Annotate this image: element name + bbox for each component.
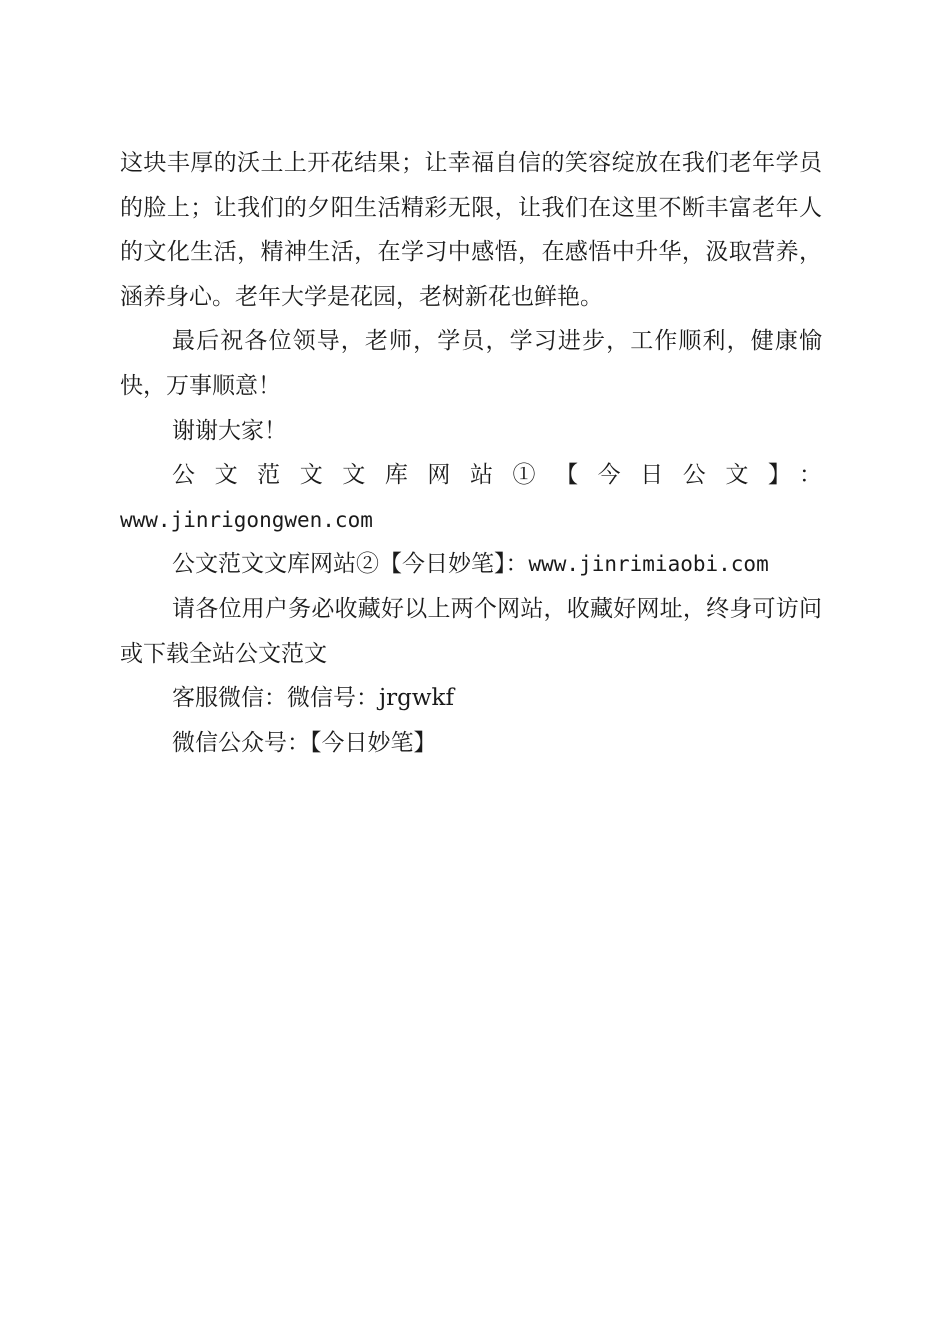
paragraph-bookmark-notice: 请各位用户务必收藏好以上两个网站，收藏好网址，终身可访问或下载全站公文范文 — [120, 595, 822, 667]
document-body — [120, 141, 822, 765]
wechat-public-line: 微信公众号：【今日妙笔】 — [172, 729, 437, 756]
site1-url-text: www.jinrigongwen.com — [120, 507, 373, 532]
site1-label: 公文范文文库网站①【今日公文】： — [172, 462, 822, 489]
site2-label: 公文范文文库网站②【今日妙笔】： — [172, 551, 529, 578]
site2-url-text: www.jinrimiaobi.com — [528, 552, 769, 577]
paragraph-thanks: 谢谢大家！ — [172, 417, 287, 444]
paragraph-wishes: 最后祝各位领导，老师，学员，学习进步，工作顺利，健康愉快，万事顺意！ — [120, 328, 822, 399]
site2-line — [120, 542, 822, 587]
site1-url — [120, 498, 822, 543]
paragraph-continuation: 这块丰厚的沃土上开花结果；让幸福自信的笑容绽放在我们老年学员的脸上；让我们的夕阳生活精彩无限，让我们在这里不断丰富老年人的文化生活，精神生活，在学习中感悟，在感悟中升华，汲取营养，涵养身心。老年大学是花园，老树新花也鲜艳。 — [120, 150, 822, 310]
wechat-service-line: 客服微信：微信号：jrgwkf — [172, 685, 454, 712]
